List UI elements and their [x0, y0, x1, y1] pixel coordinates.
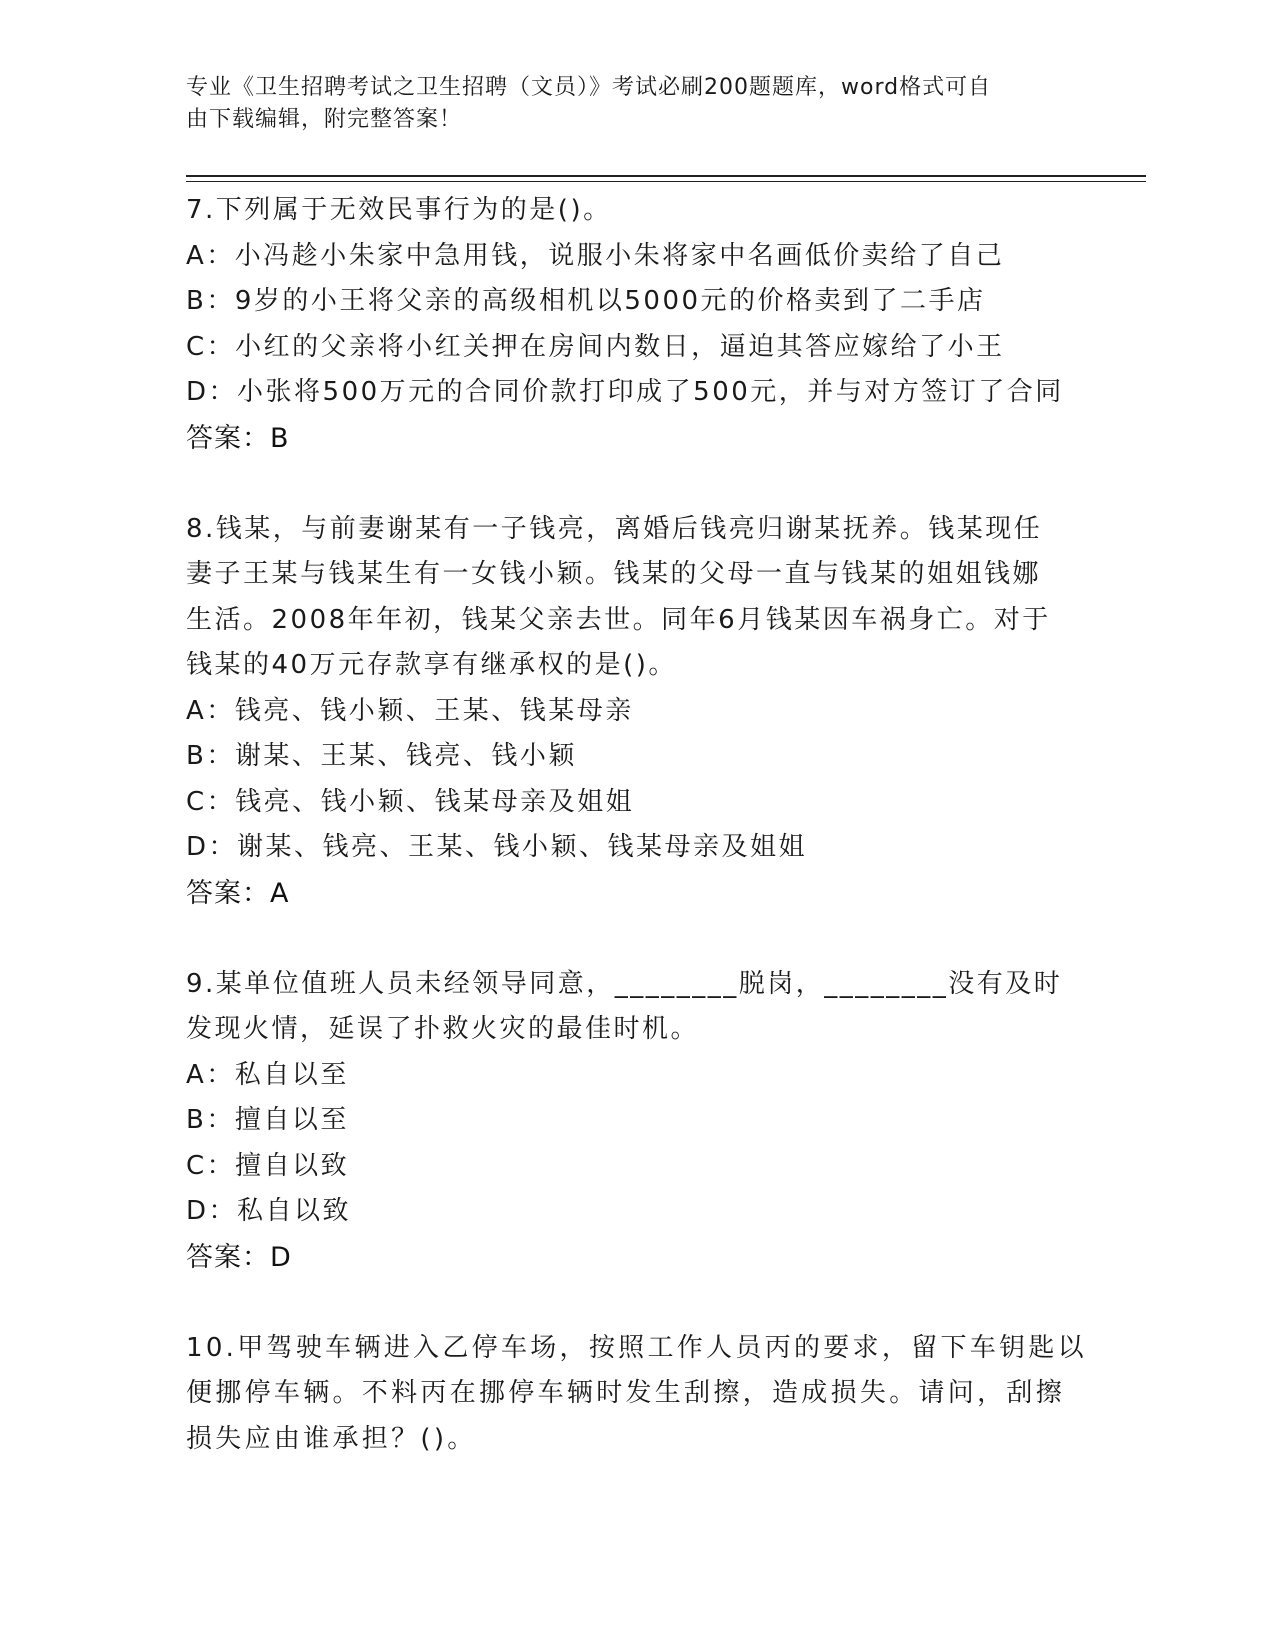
question-stem: 9.某单位值班人员未经领导同意，________脱岗，________没有及时 — [186, 968, 1063, 999]
option-a: A：私自以至 — [186, 1059, 349, 1090]
question-10 — [186, 1326, 1086, 1463]
question-8 — [186, 507, 1086, 917]
question-list — [186, 188, 1086, 1462]
header-line-2: 由下载编辑，附完整答案！ — [186, 107, 463, 132]
option-d: D：谢某、钱亮、王某、钱小颖、钱某母亲及姐姐 — [186, 832, 808, 862]
option-c: C：钱亮、钱小颖、钱某母亲及姐姐 — [186, 786, 635, 817]
header-divider-thick — [186, 175, 1146, 177]
option-c: C：擅自以致 — [186, 1150, 350, 1181]
question-9 — [186, 962, 1086, 1281]
option-b: B：9岁的小王将父亲的高级相机以5000元的价格卖到了二手店 — [186, 286, 986, 316]
question-7 — [186, 188, 1086, 461]
option-d: D：私自以致 — [186, 1196, 352, 1226]
question-stem: 10.甲驾驶车辆进入乙停车场，按照工作人员丙的要求，留下车钥匙以 — [186, 1332, 1087, 1363]
question-stem: 钱某的40万元存款享有继承权的是()。 — [186, 650, 677, 680]
answer: 答案：A — [186, 877, 290, 909]
header-line-1: 专业《卫生招聘考试之卫生招聘（文员）》考试必刷200题题库，word格式可自 — [186, 75, 992, 100]
option-b: B：谢某、王某、钱亮、钱小颖 — [186, 741, 577, 771]
question-stem: 生活。2008年年初，钱某父亲去世。同年6月钱某因车祸身亡。对于 — [186, 604, 1051, 635]
option-c: C：小红的父亲将小红关押在房间内数日，逼迫其答应嫁给了小王 — [186, 331, 1005, 362]
header-divider-thin — [186, 181, 1146, 182]
question-stem: 8.钱某，与前妻谢某有一子钱亮，离婚后钱亮归谢某抚养。钱某现任 — [186, 513, 1043, 544]
spacer — [186, 1280, 1086, 1326]
document-header — [186, 72, 1086, 136]
spacer — [186, 461, 1086, 507]
spacer — [186, 916, 1086, 962]
question-stem: 7.下列属于无效民事行为的是()。 — [186, 195, 612, 225]
question-stem: 损失应由谁承担？()。 — [186, 1423, 477, 1454]
option-a: A：钱亮、钱小颖、王某、钱某母亲 — [186, 695, 634, 726]
option-d: D：小张将500万元的合同价款打印成了500元，并与对方签订了合同 — [186, 377, 1064, 407]
answer: 答案：D — [186, 1241, 292, 1273]
option-b: B：擅自以至 — [186, 1105, 349, 1135]
option-a: A：小冯趁小朱家中急用钱，说服小朱将家中名画低价卖给了自己 — [186, 240, 1005, 271]
answer: 答案：B — [186, 422, 290, 454]
question-stem: 发现火情，延误了扑救火灾的最佳时机。 — [186, 1014, 700, 1044]
question-stem: 便挪停车辆。不料丙在挪停车辆时发生刮擦，造成损失。请问，刮擦 — [186, 1378, 1066, 1408]
question-stem: 妻子王某与钱某生有一女钱小颖。钱某的父母一直与钱某的姐姐钱娜 — [186, 559, 1042, 589]
